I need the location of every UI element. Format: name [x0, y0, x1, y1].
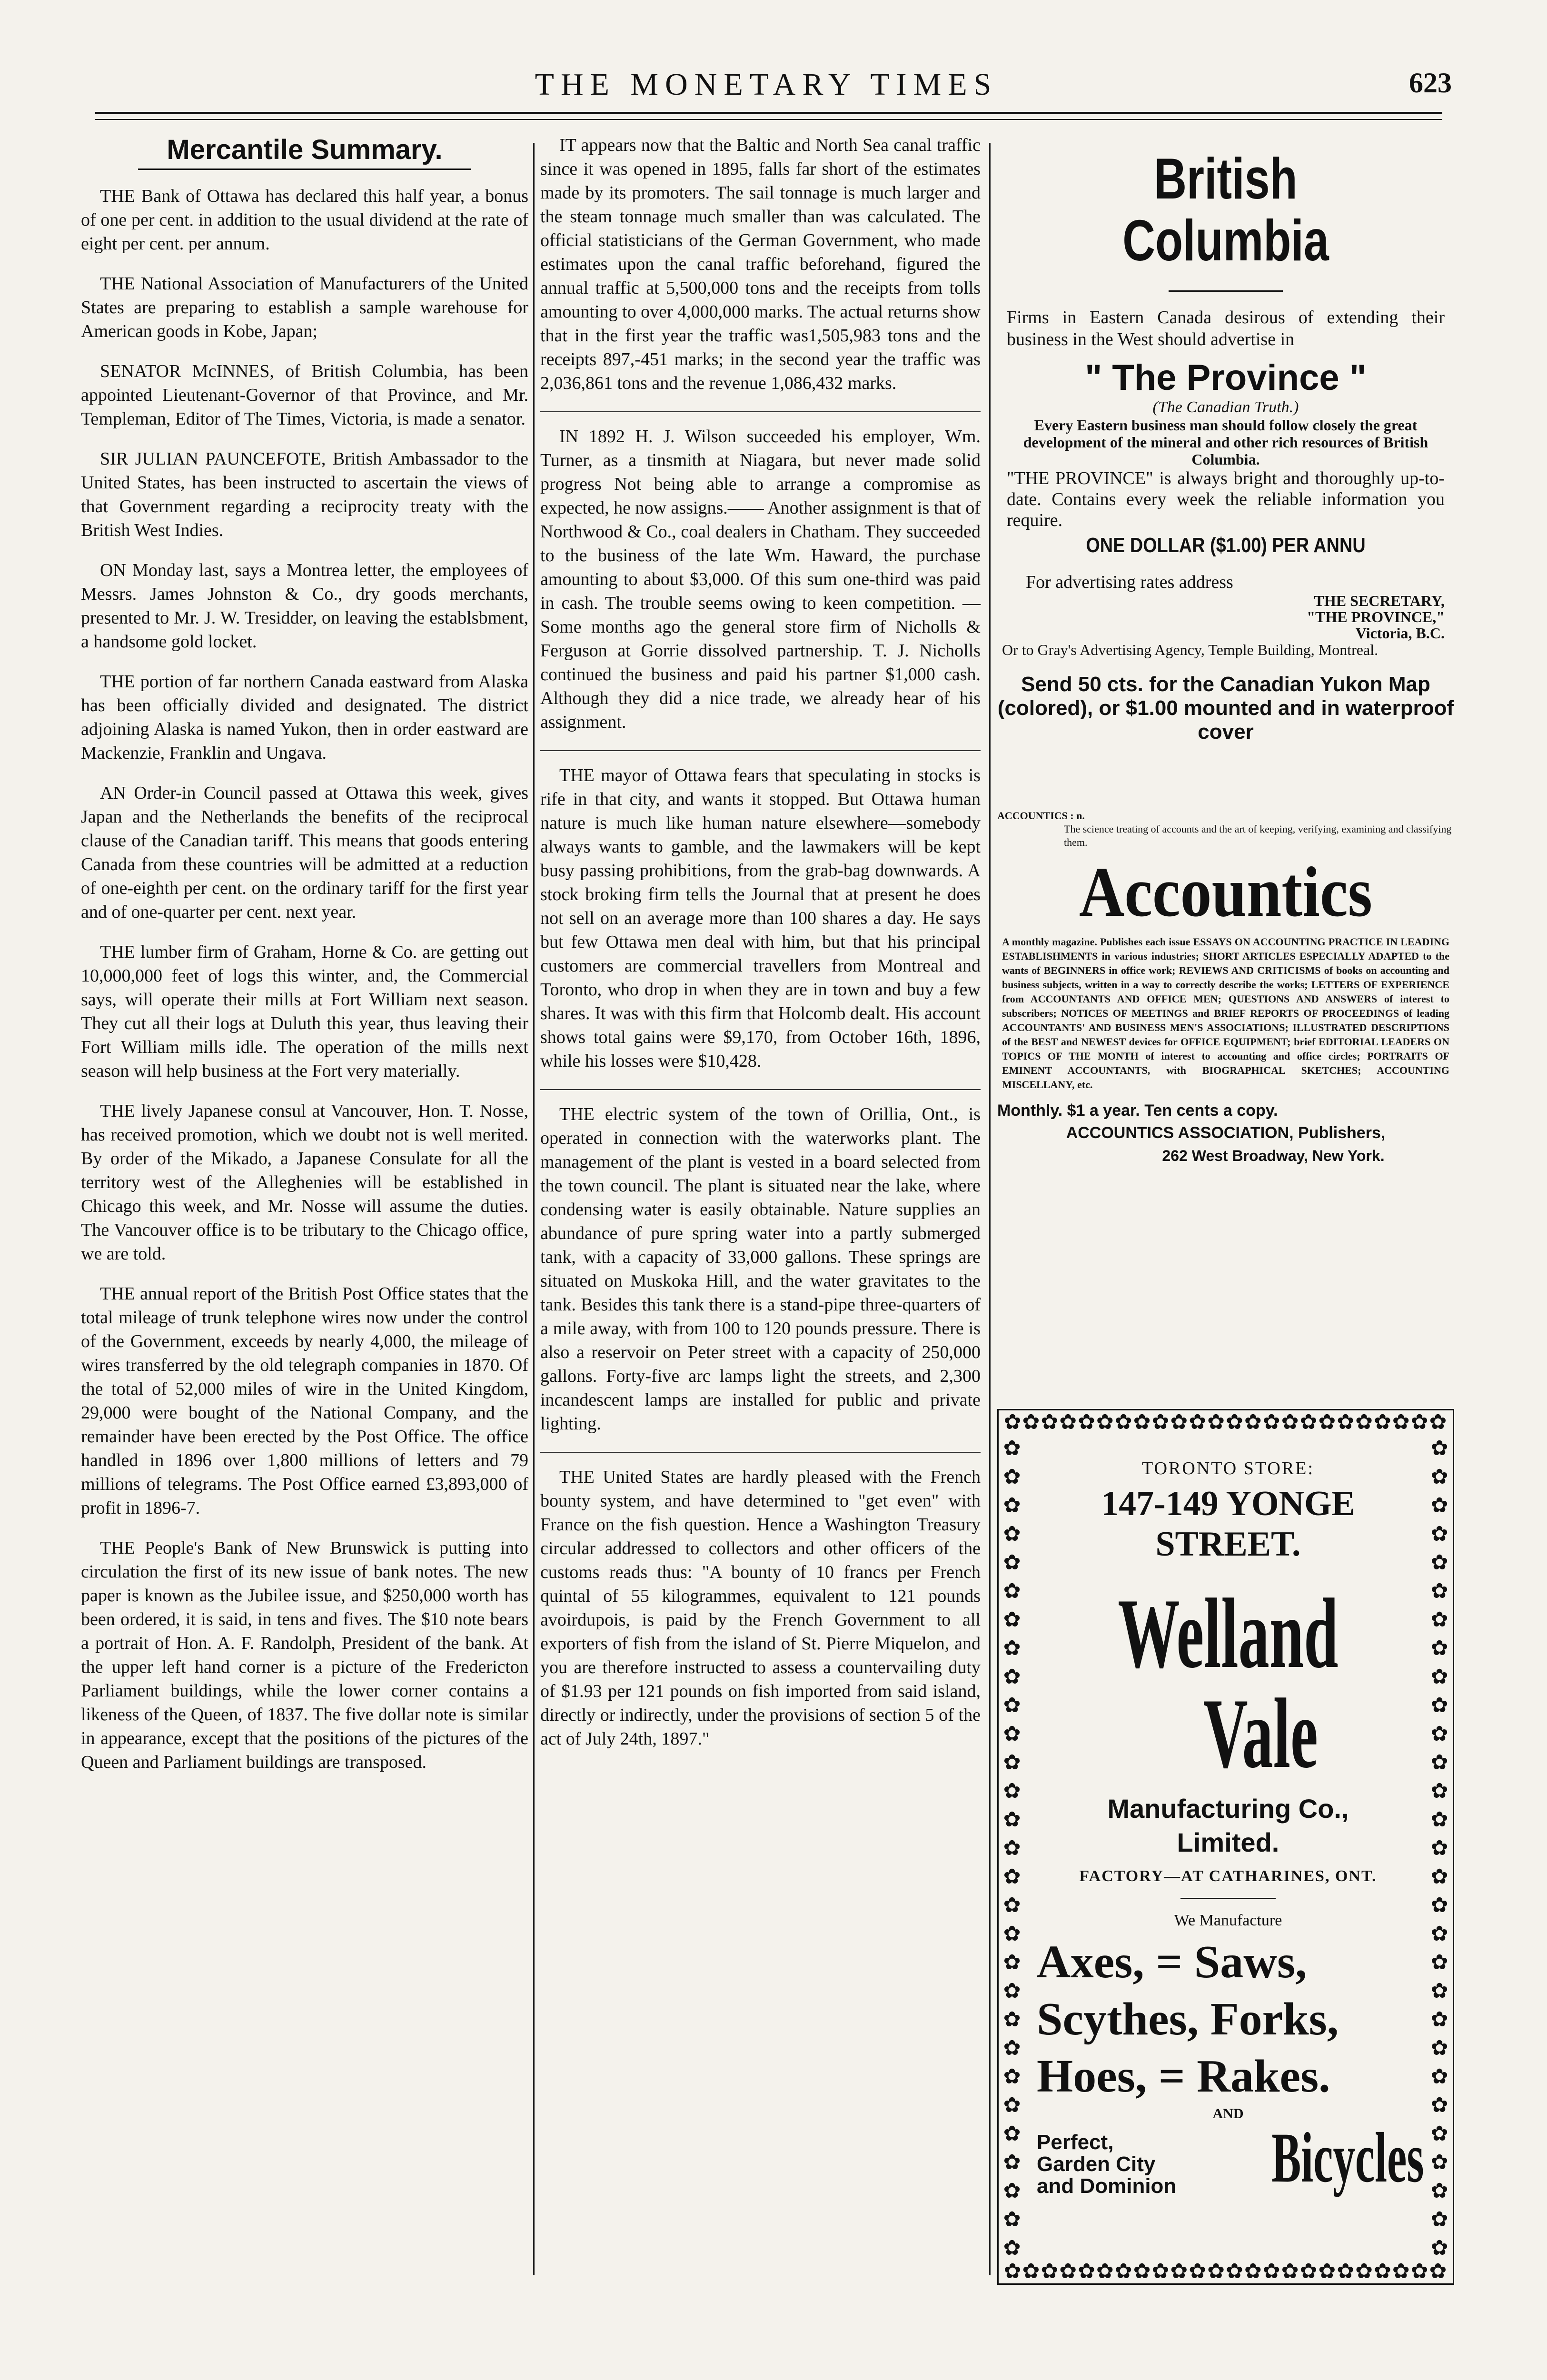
news-item: AN Order-in Council passed at Ottawa this week, gives Japan and the Netherlands the benefits of the reciprocal clause of the Canadian tariff. This means that goods entering Canada from these countries will be admitted at a reduction of one-eighth per cent. on the ordinary tariff for the first year and of one-quarter per cent. next year. — [81, 783, 528, 922]
news-item: THE annual report of the British Post Office states that the total mileage of trunk telephone wires now under the control of the Government, exceeds by nearly 4,000, the mileage of wires transferred by the old telegraph companies in 1870. Of the total of 52,000 miles of wire in the United Kingdom, 29,000 were bought of the National Company, and the remainder have been erected by the Post Office. The office handled in 1896 over 1,800 millions of letters and 79 millions of telegrams. The Post Office earned £3,893,000 of profit in 1896-7. — [81, 1284, 528, 1518]
publisher-line: ACCOUNTICS ASSOCIATION, Publishers, — [1066, 1124, 1386, 1142]
header-rule — [95, 112, 1442, 114]
ad-pitch: Every Eastern business man should follow closely the great development of the mineral and other rich resources of British Columbia. — [1023, 416, 1428, 468]
company-type: Manufacturing Co., — [1107, 1794, 1349, 1824]
store-address: 147-149 YONGE STREET. — [1101, 1484, 1355, 1564]
editorial-item: IN 1892 H. J. Wilson succeeded his employer, Wm. Turner, as a tinsmith at Niagara, but never made solid progress Not being able to arrange a compromise as expected, he now assigns.—— Another assignment is that of Northwood & Co., coal dealers in Chatham. They succeeded to the business of the late Wm. Haward, the purchase amounting to about $3,000. Of this sum one-third was paid in cash. The trouble seems owing to keen competition. — Some months ago the general store firm of Nicholls & Ferguson at Gorrie dissolved partnership. T. J. Nicholls continued the business and paid his partner $1,000 cash. Although they did a nice trade, we already hear of his assignment. — [540, 411, 981, 734]
secretary-line: Victoria, B.C. — [1355, 625, 1445, 642]
news-item: THE National Association of Manufacturers of the United States are preparing to establish a sample warehouse for American goods in Kobe, Japan; — [81, 274, 528, 341]
heading-rule — [138, 169, 471, 170]
bicycles-label: Bicycles — [1271, 2118, 1424, 2197]
company-name-2: Vale — [1203, 1678, 1318, 1789]
definition-label: ACCOUNTICS : n. — [997, 810, 1085, 822]
news-item: THE portion of far northern Canada eastward from Alaska has been officially divided and designated. The district adjoining Alaska is named Yukon, then in order eastward are Mackenzie, Franklin and Ungava. — [81, 672, 528, 763]
company-name-1: Welland — [1118, 1578, 1339, 1689]
news-item: THE Bank of Ottawa has declared this half year, a bonus of one per cent. in addition to the usual dividend at the rate of eight per cent. per annum. — [81, 186, 528, 254]
definition-text: The science treating of accounts and the art of keeping, verifying, examining and classifying them. — [1064, 823, 1452, 848]
map-offer: Send 50 cts. for the Canadian Yukon Map (colored), or $1.00 mounted and in waterproof cover — [997, 673, 1454, 744]
accountics-advertisement — [997, 809, 1454, 1371]
news-item: SENATOR McINNES, of British Columbia, has been appointed Lieutenant-Governor of that Province, and Mr. Templeman, Editor of The Times, Victoria, is made a senator. — [81, 361, 528, 429]
secretary-line: THE SECRETARY, — [1314, 592, 1445, 609]
store-label: TORONTO STORE: — [1142, 1458, 1314, 1478]
publisher-address: 262 West Broadway, New York. — [1162, 1147, 1385, 1164]
news-item: SIR JULIAN PAUNCEFOTE, British Ambassador to the United States, has been instructed to ascertain the views of that Government regarding a reciprocity treaty with the British West Indies. — [81, 449, 528, 540]
bicycle-model: and Dominion — [1037, 2174, 1177, 2198]
ad-title: British Columbia — [1122, 146, 1329, 273]
bicycle-model: Garden City — [1037, 2152, 1156, 2176]
page-header — [81, 67, 1452, 105]
ad-rule — [1169, 290, 1283, 292]
column-divider — [989, 143, 991, 2275]
editorial-item: THE electric system of the town of Orillia, Ont., is operated in connection with the waterworks plant. The management of the plant is vested in a board selected from the town council. The plant is situated near the lake, where condensing water is easily obtainable. Nature supplies an abundance of pure spring water into a partly submerged tank, with a capacity of 33,000 gallons. These springs are situated on Muskoka Hill, and the water gravitates to the tank. Besides this tank there is a stand-pipe three-quarters of a mile away, with from 100 to 120 pounds pressure. There is also a reservoir on Peter street with a capacity of 250,000 gallons. Forty-five arc lamps light the streets, and 2,300 incandescent lamps are installed for public and private lighting. — [540, 1089, 981, 1436]
product-line: Axes, = Saws, — [1037, 1936, 1307, 1988]
magazine-title: Accountics — [1079, 853, 1372, 932]
ad-intro: Firms in Eastern Canada desirous of extending their business in the West should advertise in — [1007, 307, 1445, 349]
editorial-item: THE mayor of Ottawa fears that speculating in stocks is rife in that city, and wants it stopped. But Ottawa human nature is much like human nature elsewhere—somebody always wants to gamble, and the lawmakers will be kept busy passing prohibitions, from the grab-bag downwards. A stock broking firm tells the Journal that at present he does not sell on an average more than 100 shares a day. He says but few Ottawa men deal with him, but that his principal customers are commercial travellers from Montreal and Toronto, who drop in when they are in town and buy a few shares. It was with this firm that Holcomb dealt. His account shows total gains were $9,170, from October 16th, 1896, while his losses were $10,428. — [540, 750, 981, 1073]
news-item: THE People's Bank of New Brunswick is putting into circulation the first of its new issue of bank notes. The new paper is known as the Jubilee issue, and $250,000 worth has been ordered, it is said, in tens and fives. The $10 note bears a portrait of Hon. A. F. Randolph, President of the bank. At the upper left hand corner is a picture of the Fredericton Parliament buildings, while the lower corner contains a likeness of the Queen, of 1837. The five dollar note is similar in appearance, except that the positions of the pictures of the Queen and Parliament buildings are transposed. — [81, 1538, 528, 1772]
mercantile-summary-column — [81, 133, 528, 1790]
editorial-item: IT appears now that the Baltic and North Sea canal traffic since it was opened in 1895, falls far short of the estimates made by its promoters. The sail tonnage is much larger and the steam tonnage much smaller than was calculated. The official statisticians of the German Government, who made estimates upon the canal traffic beforehand, figured the annual traffic at 5,500,000 tons and the receipts from tolls amounting to over 4,000,000 marks. The actual returns show that in the first year the traffic was1,505,983 tons and the receipts 897,-451 marks; in the second year the traffic was 2,036,861 tons and the revenue 1,086,432 marks. — [540, 135, 981, 393]
page-number: 623 — [1409, 67, 1452, 99]
newspaper-name: " The Province " — [1085, 357, 1367, 398]
product-line: Hoes, = Rakes. — [1037, 2051, 1330, 2102]
news-item: ON Monday last, says a Montrea letter, the employees of Messrs. James Johnston & Co., dry goods merchants, presented to Mr. J. W. Tresidder, on leaving the establsbment, a handsome gold locket. — [81, 560, 528, 652]
agency-line: Or to Gray's Advertising Agency, Temple Building, Montreal. — [1002, 641, 1378, 658]
newspaper-subtitle: (The Canadian Truth.) — [1152, 398, 1299, 416]
definition — [997, 809, 1454, 849]
subscription-line: Monthly. $1 a year. Ten cents a copy. — [997, 1101, 1278, 1120]
magazine-description: A monthly magazine. Publishes each issue ESSAYS ON ACCOUNTING PRACTICE IN LEADING ESTABLISHMENTS in various industries; SHORT ARTICLES ESPECIALLY ADAPTED to the wants of BEGINNERS in office work; REVIEWS AND CRITICISMS of books on accounting and business subjects, written in a way to correctly describe the works; LETTERS OF EXPERIENCE from ACCOUNTANTS AND OFFICE MEN; QUESTIONS AND ANSWERS of interest to subscribers; NOTICES OF MEETINGS and BRIEF REPORTS OF PROCEEDINGS of leading ACCOUNTANTS' AND BUSINESS MEN'S ASSOCIATIONS; ILLUSTRATED DESCRIPTIONS of the BEST and NEWEST devices for OFFICE EQUIPMENT; brief EDITORIAL LEADERS ON TOPICS OF THE MONTH of interest to accounting and office circles; PORTRAITS OF EMINENT ACCOUNTANTS, with BIOGRAPHICAL SKETCHES; ACCOUNTING MISCELLANY, etc. — [1002, 936, 1449, 1091]
editorial-item: THE United States are hardly pleased with the French bounty system, and have determined to "get even" with France on the fish question. Hence a Washington Treasury circular addressed to collectors and other officers of the customs reads thus: "A bounty of 10 francs per French quintal of 55 kilogrammes, equivalent to 121 pounds avoirdupois, is paid by the French Government to all exporters of fish from the island of St. Pierre Miquelon, and you are therefore instructed to assess a countervailing duty of $1.93 per 121 pounds on fish imported from said island, directly or indirectly, under the provisions of section 5 of the act of July 24th, 1897." — [540, 1452, 981, 1751]
welland-vale-advertisement — [997, 1409, 1454, 2285]
ornament-border-bottom: ✿✿✿✿✿✿✿✿✿✿✿✿✿✿✿✿✿✿✿✿✿✿✿✿ — [1003, 2260, 1448, 2283]
and-label: AND — [1212, 2106, 1244, 2122]
ornament-border-left: ✿ ✿ ✿ ✿ ✿ ✿ ✿ ✿ ✿ ✿ ✿ ✿ ✿ ✿ ✿ ✿ ✿ ✿ ✿ ✿ ✿ ✿ ✿ ✿ ✿ ✿ ✿ ✿ ✿ — [1003, 1437, 1021, 2260]
publication-title: THE MONETARY TIMES — [535, 67, 998, 102]
manufacture-label: We Manufacture — [1174, 1912, 1282, 1929]
section-heading: Mercantile Summary. — [167, 134, 443, 165]
ornament-border-right: ✿ ✿ ✿ ✿ ✿ ✿ ✿ ✿ ✿ ✿ ✿ ✿ ✿ ✿ ✿ ✿ ✿ ✿ ✿ ✿ ✿ ✿ ✿ ✿ ✿ ✿ ✿ ✿ ✿ — [1430, 1437, 1448, 2260]
rates-line: For advertising rates address — [1026, 572, 1233, 592]
news-item: THE lumber firm of Graham, Horne & Co. are getting out 10,000,000 feet of logs this winter, and, the Commercial says, will operate their mills at Fort William next season. They cut all their logs at Duluth this year, thus leaving their Fort William mills idle. The operation of the mills next season will help business at the Fort very materially. — [81, 942, 528, 1081]
company-limited: Limited. — [1177, 1827, 1279, 1857]
news-item: THE lively Japanese consul at Vancouver, Hon. T. Nosse, has received promotion, which we doubt not is well merited. By order of the Mikado, a Japanese Consulate for all the territory west of the Alleghenies will be established in Chicago this week, and Mr. Nosse will assume the duties. The Vancouver office is to be tributary to the Chicago office, we are told. — [81, 1101, 528, 1264]
product-line: Scythes, Forks, — [1037, 1993, 1339, 2045]
ad-rule — [1180, 1898, 1276, 1899]
subscription-price: ONE DOLLAR ($1.00) PER ANNU — [1086, 534, 1366, 557]
ornament-border-top: ✿✿✿✿✿✿✿✿✿✿✿✿✿✿✿✿✿✿✿✿✿✿✿✿ — [1003, 1410, 1448, 1434]
factory-location: FACTORY—AT CATHARINES, ONT. — [1079, 1867, 1377, 1885]
column-divider — [533, 143, 535, 2275]
bicycle-models — [1037, 2132, 1176, 2197]
bicycle-model: Perfect, — [1037, 2131, 1114, 2154]
header-rule-thin — [95, 119, 1442, 120]
editorial-column — [540, 133, 981, 1767]
secretary-line: "THE PROVINCE," — [1307, 608, 1445, 625]
ad-description: "THE PROVINCE" is always bright and thoroughly up-to-date. Contains every week the reliable information you require. — [1007, 468, 1445, 530]
british-columbia-advertisement — [997, 143, 1454, 752]
